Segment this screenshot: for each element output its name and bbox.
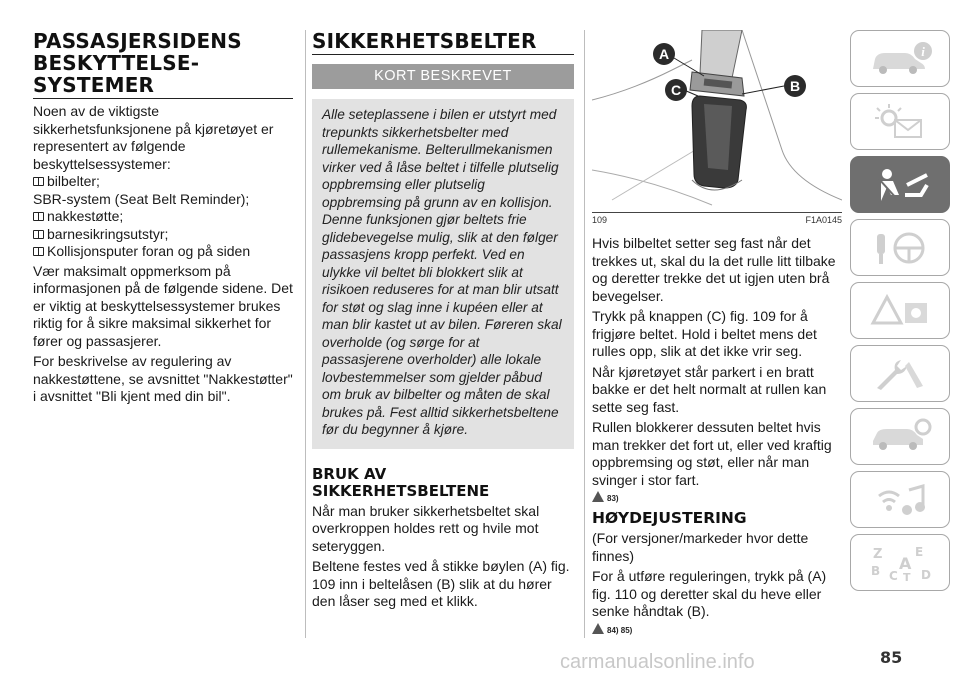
- tab-technical-data[interactable]: [850, 408, 950, 465]
- column-divider: [305, 30, 306, 638]
- engine-hazard-icon: [865, 291, 935, 331]
- svg-text:B: B: [789, 78, 801, 94]
- figure-number: 109: [592, 215, 608, 225]
- tab-index[interactable]: [850, 534, 950, 591]
- warning-reference[interactable]: 83): [592, 491, 842, 502]
- car-info-icon: [865, 39, 935, 79]
- tab-warning-lights[interactable]: [850, 93, 950, 150]
- book-icon: [33, 247, 44, 256]
- warning-triangle-icon: [592, 623, 604, 634]
- body-paragraph: (For versjoner/markeder hvor dette finnes): [592, 530, 809, 564]
- tab-multimedia[interactable]: [850, 471, 950, 528]
- watermark: carmanualsonline.info: [560, 651, 755, 673]
- svg-text:E: E: [915, 544, 924, 559]
- column-divider: [584, 30, 585, 638]
- seatbelt-illustration: [592, 30, 842, 210]
- body-paragraph: Rullen blokkerer dessuten beltet hvis man trekker det fort ut, eller ved kraftig oppbremsing og støt, eller når man svinger i stor fart.: [592, 419, 832, 488]
- section-title-line: SYSTEMER: [33, 74, 293, 99]
- figure-caption: [592, 212, 842, 225]
- column-seatbelts: [312, 30, 574, 611]
- label-a-marker: [653, 43, 675, 65]
- wrench-tools-icon: [865, 354, 935, 394]
- book-icon: [33, 212, 44, 221]
- subsection-title: SIKKERHETSBELTENE: [312, 481, 490, 500]
- list-item: SBR-system (Seat Belt Reminder);: [33, 190, 250, 207]
- protection-list: [33, 173, 293, 261]
- tab-safety[interactable]: [850, 156, 950, 213]
- svg-text:C: C: [670, 82, 682, 98]
- figure-seatbelt-buckle: [592, 30, 842, 210]
- subsection-title: HØYDEJUSTERING: [592, 509, 747, 527]
- subsection-title: BRUK AV: [312, 464, 387, 483]
- summary-box: Alle seteplassene i bilen er utstyrt med trepunkts sikkerhetsbelter med rullemekanisme. Belterullmekanismen virker ved å låse beltet i tilfelle plutselig oppbremsing eller plutselig oppbremsing på grunn av en kollisjon. Denne funksjonen gjør beltets frie glidebevegelse mulig, slik at den følger passasjens kropp perfekt. Ved en ulykke vil beltet bli blokkert slik at risikoen reduseres for at man blir utsatt for støt og slag inne i kupéen eller at man blir kastet ut av bilen. Føreren skal overholde (og sørge for at passasjerene overholder) alle lokale lovbestemmelser som gjelder påbud om bruk av bilbelter og måten de skal brukes på. Fest alltid sikkerhetsbeltene før du begynner å kjøre.: [312, 99, 574, 449]
- intro-paragraph: Noen av de viktigste sikkerhetsfunksjonene på kjøretøyet er representert av følgende beskyttelsessystemer:: [33, 103, 274, 172]
- svg-text:T: T: [903, 570, 911, 583]
- svg-text:C: C: [889, 568, 898, 583]
- tab-starting-driving[interactable]: [850, 219, 950, 276]
- seatbelt-airbag-icon: [865, 165, 935, 205]
- warning-triangle-icon: [592, 491, 604, 502]
- warning-lights-icon: [865, 102, 935, 142]
- tab-maintenance[interactable]: [850, 345, 950, 402]
- summary-heading: KORT BESKREVET: [312, 64, 574, 89]
- body-paragraph: For beskrivelse av regulering av nakkestøttene, se avsnittet "Nakkestøtter" i avsnittet "Bli kjent med din bil".: [33, 353, 293, 404]
- specs-icon: [865, 417, 935, 457]
- multimedia-icon: [865, 480, 935, 520]
- page-number: 85: [880, 648, 903, 667]
- list-item: bilbelter;: [33, 173, 293, 191]
- list-item: nakkestøtte;: [33, 208, 293, 226]
- column-protection-systems: [33, 30, 293, 406]
- book-icon: [33, 177, 44, 186]
- body-paragraph: Beltene festes ved å stikke bøylen (A) fig. 109 inn i beltelåsen (B) slik at du hører den låser seg med et klikk.: [312, 558, 570, 609]
- body-paragraph: Når kjøretøyet står parkert i en bratt bakke er det helt normalt at rullen kan sette seg fast.: [592, 363, 827, 415]
- section-title-line: PASSASJERSIDENS: [33, 29, 242, 53]
- book-icon: [33, 230, 44, 239]
- section-title: SIKKERHETSBELTER: [312, 30, 574, 55]
- tab-car-info[interactable]: [850, 30, 950, 87]
- body-paragraph: Når man bruker sikkerhetsbeltet skal overkroppen holdes rett og hvile mot seteryggen.: [312, 502, 540, 554]
- key-steering-wheel-icon: [865, 228, 935, 268]
- warning-reference[interactable]: 84) 85): [592, 623, 842, 634]
- list-item: Kollisjonsputer foran og på siden: [33, 243, 293, 261]
- label-b-marker: [784, 75, 806, 97]
- section-title-line: BESKYTTELSE-: [33, 51, 200, 75]
- index-letters-icon: [865, 543, 935, 583]
- svg-text:A: A: [658, 46, 670, 62]
- svg-text:i: i: [921, 43, 925, 59]
- list-item: barnesikringsutstyr;: [33, 226, 293, 244]
- svg-text:B: B: [871, 563, 881, 578]
- svg-text:D: D: [921, 567, 931, 582]
- tab-emergency[interactable]: [850, 282, 950, 339]
- column-seatbelt-details: [592, 30, 842, 634]
- body-paragraph: For å utføre reguleringen, trykk på (A) fig. 110 og deretter skal du heve eller senke håndtak (B).: [592, 568, 827, 619]
- svg-text:A: A: [899, 553, 912, 573]
- body-paragraph: Hvis bilbeltet setter seg fast når det trekkes ut, skal du la det rulle litt tilbake og deretter trekke det ut igjen uten brå bevegelser.: [592, 235, 836, 304]
- body-paragraph: Vær maksimalt oppmerksom på informasjonen på de følgende sidene. Det er viktig at beskyttelsessystemer brukes riktig for å sikre maksimal sikkerhet for fører og passasjerer.: [33, 262, 293, 349]
- chapter-tabs: [850, 30, 954, 597]
- body-paragraph: Trykk på knappen (C) fig. 109 for å frigjøre beltet. Hold i beltet mens det rulles opp, slik at det ikke vrir seg.: [592, 308, 817, 359]
- figure-code: F1A0145: [805, 215, 842, 225]
- svg-text:Z: Z: [873, 546, 883, 562]
- label-c-marker: [665, 79, 687, 101]
